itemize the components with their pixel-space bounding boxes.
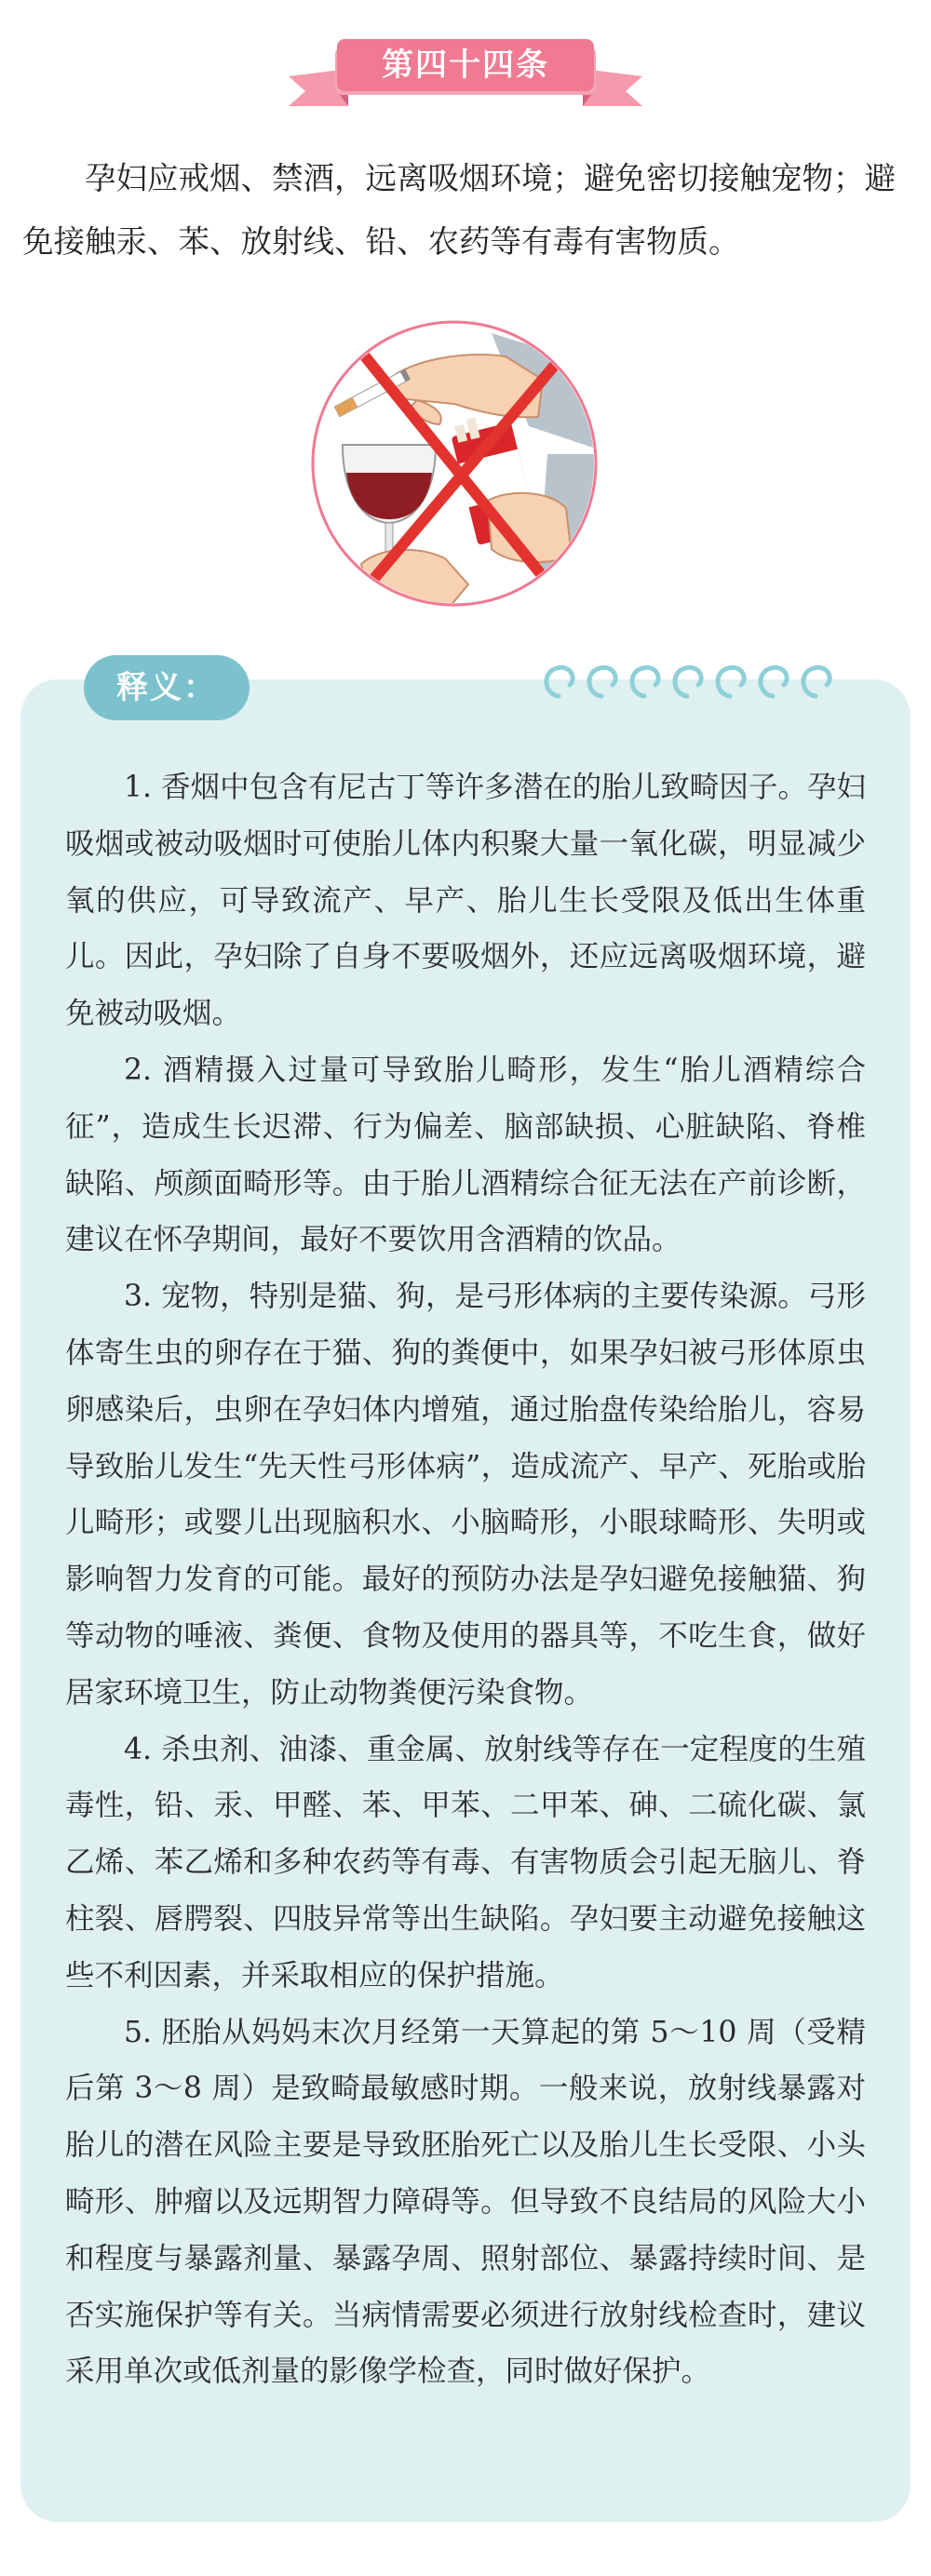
explanation-content bbox=[65, 759, 866, 2400]
explanation-paragraph-5: 5. 胚胎从妈妈末次月经第一天算起的第 5～10 周（受精后第 3～8 周）是致畸最敏感时期。一般来说，放射线暴露对胎儿的潜在风险主要是导致胚胎死亡以及胎儿生长受限、小头畸形、肿瘤以及远期智力障碍等。但导致不良结局的风险大小和程度与暴露剂量、暴露孕周、照射部位、暴露持续时间、是否实施保护等有关。当病情需要必须进行放射线检查时，建议采用单次或低剂量的影像学检查，同时做好保护。 bbox=[65, 2015, 866, 2389]
explanation-paragraph-1: 1. 香烟中包含有尼古丁等许多潜在的胎儿致畸因子。孕妇吸烟或被动吸烟时可使胎儿体内积聚大量一氧化碳，明显减少氧的供应，可导致流产、早产、胎儿生长受限及低出生体重儿。因此，孕妇除了自身不要吸烟外，还应远离吸烟环境，避免被动吸烟。 bbox=[65, 771, 866, 1031]
article-number: 第四十四条 bbox=[382, 47, 549, 84]
article-banner bbox=[279, 34, 652, 108]
explanation-title: 释义： bbox=[116, 669, 217, 706]
explanation-paragraph-2: 2. 酒精摄入过量可导致胎儿畸形，发生“胎儿酒精综合征”，造成生长迟滞、行为偏差、脑部缺损、心脏缺陷、脊椎缺陷、颅颜面畸形等。由于胎儿酒精综合征无法在产前诊断，建议在怀孕期间，最好不要饮用含酒精的饮品。 bbox=[65, 1053, 866, 1257]
swirl-decoration-icon bbox=[540, 663, 847, 704]
rule-text: 孕妇应戒烟、禁酒，远离吸烟环境；避免密切接触宠物；避免接触汞、苯、放射线、铅、农药等有毒有害物质。 bbox=[22, 160, 896, 260]
explanation-paragraph-3: 3. 宠物，特别是猫、狗，是弓形体病的主要传染源。弓形体寄生虫的卵存在于猫、狗的粪便中，如果孕妇被弓形体原虫卵感染后，虫卵在孕妇体内增殖，通过胎盘传染给胎儿，容易导致胎儿发生“先天性弓形体病”，造成流产、早产、死胎或胎儿畸形；或婴儿出现脑积水、小脑畸形，小眼球畸形、失明或影响智力发育的可能。最好的预防办法是孕妇避免接触猫、狗等动物的唾液、粪便、食物及使用的器具等，不吃生食，做好居家环境卫生，防止动物粪便污染食物。 bbox=[65, 1280, 866, 1710]
no-smoking-no-drinking-icon bbox=[305, 315, 603, 612]
explanation-paragraph-4: 4. 杀虫剂、油漆、重金属、放射线等存在一定程度的生殖毒性，铅、汞、甲醛、苯、甲苯、二甲苯、砷、二硫化碳、氯乙烯、苯乙烯和多种农药等有毒、有害物质会引起无脑儿、脊柱裂、唇腭裂、四肢异常等出生缺陷。孕妇要主动避免接触这些不利因素，并采取相应的保护措施。 bbox=[65, 1732, 866, 1992]
